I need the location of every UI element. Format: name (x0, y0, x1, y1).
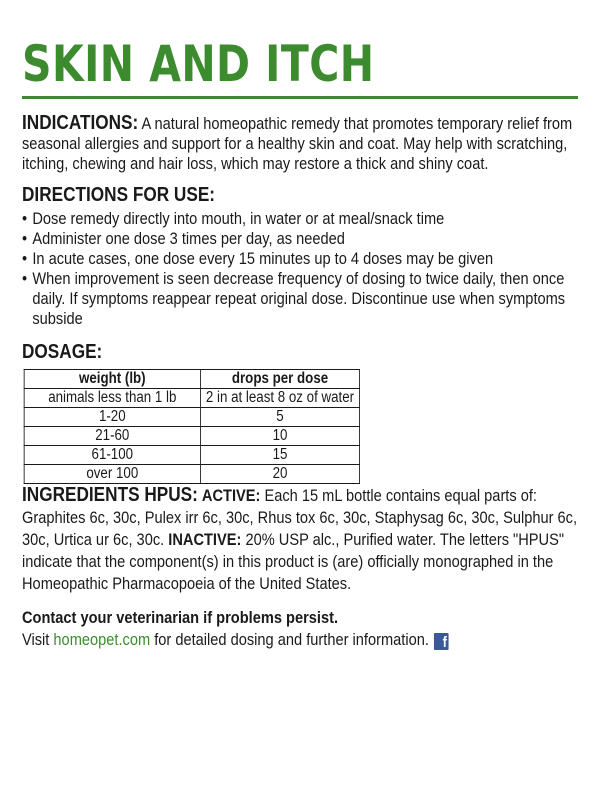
facebook-icon[interactable]: f (434, 633, 449, 650)
column-header-weight: weight (lb) (24, 370, 200, 389)
table-cell: 21-60 (24, 427, 200, 446)
table-header-row (24, 370, 359, 389)
list-item: • Dose remedy directly into mouth, in water or at meal/snack time (22, 209, 581, 229)
directions-heading: DIRECTIONS FOR USE: (22, 184, 216, 206)
dosage-section (22, 341, 581, 484)
directions-section (22, 184, 581, 329)
column-header-drops: drops per dose (200, 370, 359, 389)
table-row (24, 427, 359, 446)
table-cell: 10 (200, 427, 359, 446)
title-divider (22, 96, 578, 99)
table-cell: 5 (200, 408, 359, 427)
dosage-heading: DOSAGE: (22, 341, 103, 363)
table-cell: 20 (200, 465, 359, 484)
ingredients-heading: INGREDIENTS HPUS: (22, 484, 198, 506)
ingredients-section (22, 484, 581, 595)
page-title: SKIN AND ITCH (22, 35, 375, 93)
label-panel (22, 0, 582, 651)
list-item: • In acute cases, one dose every 15 minutes up to 4 doses may be given (22, 249, 581, 269)
indications-heading: INDICATIONS: (22, 112, 139, 134)
active-label: ACTIVE: (201, 486, 261, 505)
active-text: Each 15 mL bottle contains equal parts of: Graphites 6c, 30c, Pulex irr 6c, 30c, Rhus tox 6c, 30c, Staphysag 6c, 30c, Sulphur 6c, 30c, Urtica ur 6c, 30c. (22, 486, 578, 549)
visit-prefix: Visit (22, 630, 54, 649)
table-cell: over 100 (24, 465, 200, 484)
indications-section (22, 113, 581, 174)
contact-notice: Contact your veterinarian if problems persist. (22, 608, 339, 627)
table-cell: 15 (200, 446, 359, 465)
list-item: • When improvement is seen decrease frequency of dosing to twice daily, then once daily. If symptoms reappear repeat original dose. Discontinue use when symptoms subside (22, 269, 581, 329)
visit-suffix: for detailed dosing and further information. (150, 630, 429, 649)
table-row (24, 408, 359, 427)
table-cell: animals less than 1 lb (24, 389, 200, 408)
table-row (24, 389, 359, 408)
inactive-label: INACTIVE: (168, 530, 242, 549)
dosage-table (24, 369, 360, 484)
directions-list (22, 209, 581, 329)
inactive-text: 20% USP alc., Purified water. The letters "HPUS" indicate that the component(s) in this product is (are) officially monographed in the Homeopathic Pharmacopoeia of the United States. (22, 530, 565, 593)
table-cell: 2 in at least 8 oz of water (200, 389, 359, 408)
label-body (22, 113, 581, 651)
table-row (24, 465, 359, 484)
table-cell: 1-20 (24, 408, 200, 427)
indications-text: A natural homeopathic remedy that promotes temporary relief from seasonal allergies and support for a healthy skin and coat. May help with scratching, itching, chewing and hair loss, which may restore a thick and shiny coat. (22, 114, 573, 173)
table-row (24, 446, 359, 465)
table-cell: 61-100 (24, 446, 200, 465)
visit-line (22, 629, 581, 651)
list-item: • Administer one dose 3 times per day, as needed (22, 229, 581, 249)
website-link[interactable]: homeopet.com (53, 630, 151, 649)
